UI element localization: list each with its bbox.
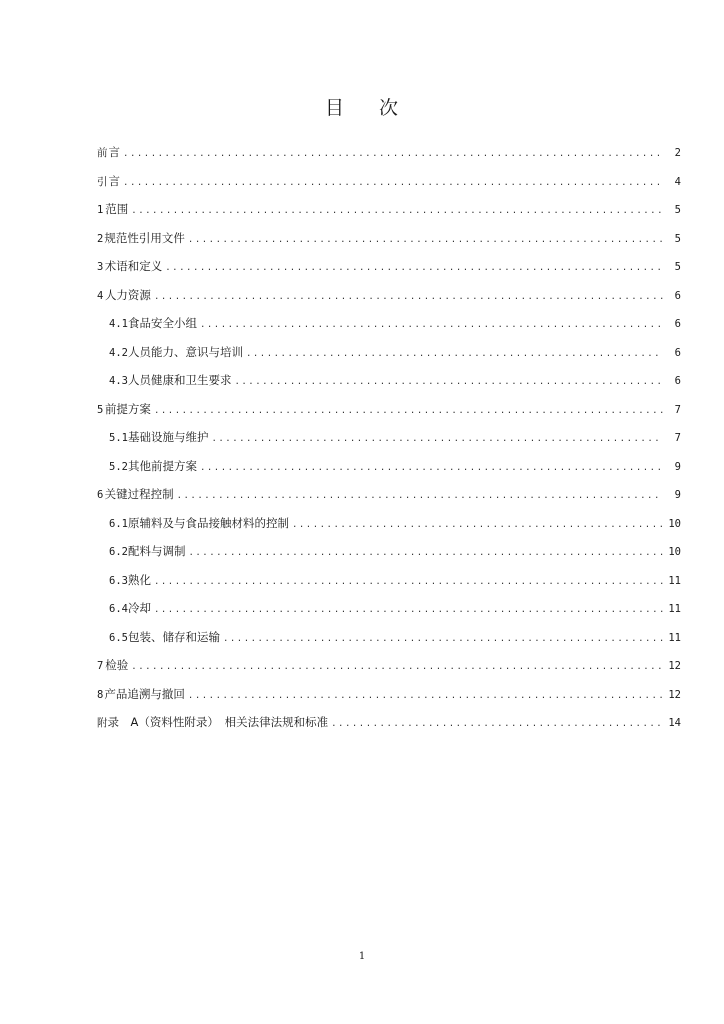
- toc-entry[interactable]: [97, 657, 681, 686]
- toc-entry-number: 4.1: [109, 318, 128, 330]
- toc-entry-page: 6: [674, 375, 681, 387]
- toc-entry-page: 6: [674, 346, 681, 359]
- toc-leader-dots: [154, 605, 663, 615]
- toc-leader-dots: [246, 349, 663, 359]
- toc-entry[interactable]: [97, 572, 681, 601]
- toc-entry-page: 5: [674, 204, 681, 216]
- page-number: 1: [358, 951, 366, 962]
- toc-title: [0, 93, 724, 120]
- toc-entry-number: 附: [97, 717, 108, 729]
- toc-entry-number: 6.5: [109, 631, 128, 644]
- toc-entry[interactable]: [97, 315, 681, 344]
- toc-leader-dots: [188, 691, 663, 701]
- toc-entry-number: 6.4: [109, 603, 128, 615]
- toc-entry[interactable]: [97, 287, 681, 316]
- toc-title-left: 目: [324, 97, 345, 119]
- toc-title-right: 次: [379, 97, 400, 119]
- toc-entry-label: 冷却: [127, 601, 151, 615]
- toc-entry-page: 5: [674, 232, 681, 245]
- toc-entry-number: 4.3: [109, 375, 128, 387]
- toc-entry-number: 前: [97, 147, 108, 159]
- toc-entry-number: 5.1: [109, 432, 128, 444]
- toc-entry[interactable]: [97, 543, 681, 572]
- toc-leader-dots: [200, 320, 663, 330]
- toc-entry[interactable]: [97, 258, 681, 287]
- toc-entry-label: 包装、储存和运输: [127, 629, 220, 644]
- toc-entry[interactable]: [97, 173, 681, 202]
- toc-entry-label: 术语和定义: [104, 259, 163, 273]
- toc-leader-dots: [131, 662, 663, 672]
- toc-entry-label: 人员健康和卫生要求: [127, 373, 232, 387]
- toc-entry-number: 1: [97, 204, 104, 216]
- toc-entry[interactable]: [97, 686, 681, 715]
- toc-entry[interactable]: [97, 714, 681, 743]
- toc-entry[interactable]: [97, 600, 681, 629]
- toc-entry-page: 9: [674, 460, 681, 473]
- toc-entry-page: 11: [668, 574, 681, 587]
- toc-entry[interactable]: [97, 629, 681, 658]
- toc-entry-number: 引: [97, 175, 108, 188]
- toc-entry[interactable]: [97, 458, 681, 487]
- toc-entry-label: 言: [108, 173, 121, 188]
- toc-entry-label: 原辅料及与食品接触材料的控制: [127, 515, 289, 530]
- toc-entry-number: 6.1: [109, 517, 128, 530]
- toc-entry-label: 检验: [105, 658, 129, 672]
- toc-entry-label: 范围: [105, 202, 129, 216]
- toc-leader-dots: [211, 434, 663, 444]
- toc-leader-dots: [188, 548, 663, 558]
- toc-entry[interactable]: [97, 230, 681, 259]
- toc-entry-page: 4: [674, 175, 681, 188]
- toc-entry-number: 2: [97, 232, 104, 245]
- toc-entry-label: 产品追溯与撤回: [104, 686, 185, 701]
- toc-entry-page: 12: [668, 660, 681, 672]
- toc-entry-page: 11: [668, 631, 681, 644]
- toc-leader-dots: [154, 406, 663, 416]
- toc-entry[interactable]: [97, 144, 681, 173]
- toc-entry-number: 6.2: [109, 546, 128, 558]
- toc-entry-page: 9: [674, 489, 681, 501]
- toc-entry-page: 7: [674, 432, 681, 444]
- toc-entry-page: 6: [674, 318, 681, 330]
- toc-entry-number: 6.3: [109, 574, 128, 587]
- toc-leader-dots: [123, 178, 663, 188]
- toc-leader-dots: [154, 577, 663, 587]
- toc-entry-label: 关键过程控制: [104, 487, 174, 501]
- toc-entry[interactable]: [97, 515, 681, 544]
- toc-entry-label: 规范性引用文件: [104, 230, 185, 245]
- toc-entry-label: 基础设施与维护: [127, 430, 209, 444]
- toc-entry-number: 7: [97, 660, 104, 672]
- toc-entry-label: 熟化: [127, 572, 151, 587]
- toc-entry-label: 其他前提方案: [127, 458, 197, 473]
- toc-entry[interactable]: [97, 401, 681, 430]
- toc-entry-number: 8: [97, 688, 104, 701]
- toc-leader-dots: [154, 292, 663, 302]
- toc-leader-dots: [234, 377, 663, 387]
- toc-entry-label: 录 A（资料性附录） 相关法律法规和标准: [107, 715, 329, 729]
- toc-entry-label: 人力资源: [104, 287, 151, 302]
- toc-entry-label: 食品安全小组: [127, 316, 197, 330]
- toc-entry-page: 10: [668, 546, 681, 558]
- toc-leader-dots: [123, 149, 663, 159]
- toc-entry-number: 3: [97, 261, 104, 273]
- toc-entry-page: 12: [668, 688, 681, 701]
- toc-entry-page: 14: [668, 717, 681, 729]
- toc-entry[interactable]: [97, 486, 681, 515]
- toc-leader-dots: [292, 520, 663, 530]
- toc-leader-dots: [331, 719, 663, 729]
- toc-entry[interactable]: [97, 372, 681, 401]
- toc-entry-label: 人员能力、意识与培训: [127, 344, 243, 359]
- toc-entry-number: 5.2: [109, 460, 128, 473]
- toc-entry-label: 前提方案: [104, 401, 151, 416]
- toc-entry-number: 5: [97, 403, 104, 416]
- toc-leader-dots: [188, 235, 663, 245]
- toc-entry-page: 7: [674, 403, 681, 416]
- toc-leader-dots: [131, 206, 663, 216]
- toc-entry[interactable]: [97, 344, 681, 373]
- toc-entry[interactable]: [97, 429, 681, 458]
- toc-entry-number: 4.2: [109, 346, 128, 359]
- toc-leader-dots: [177, 491, 663, 501]
- toc-entry-label: 言: [108, 145, 121, 159]
- toc-entry-page: 11: [668, 603, 681, 615]
- toc-leader-dots: [165, 263, 663, 273]
- toc-leader-dots: [200, 463, 663, 473]
- toc-entry-page: 6: [674, 289, 681, 302]
- toc-entry-page: 10: [668, 517, 681, 530]
- toc-entry-number: 4: [97, 289, 104, 302]
- toc-entry[interactable]: [97, 201, 681, 230]
- toc-entry-label: 配料与调制: [127, 544, 186, 558]
- toc-entry-page: 2: [674, 147, 681, 159]
- toc-entry-page: 5: [674, 261, 681, 273]
- toc-entry-number: 6: [97, 489, 104, 501]
- toc-leader-dots: [223, 634, 663, 644]
- table-of-contents: [97, 144, 681, 743]
